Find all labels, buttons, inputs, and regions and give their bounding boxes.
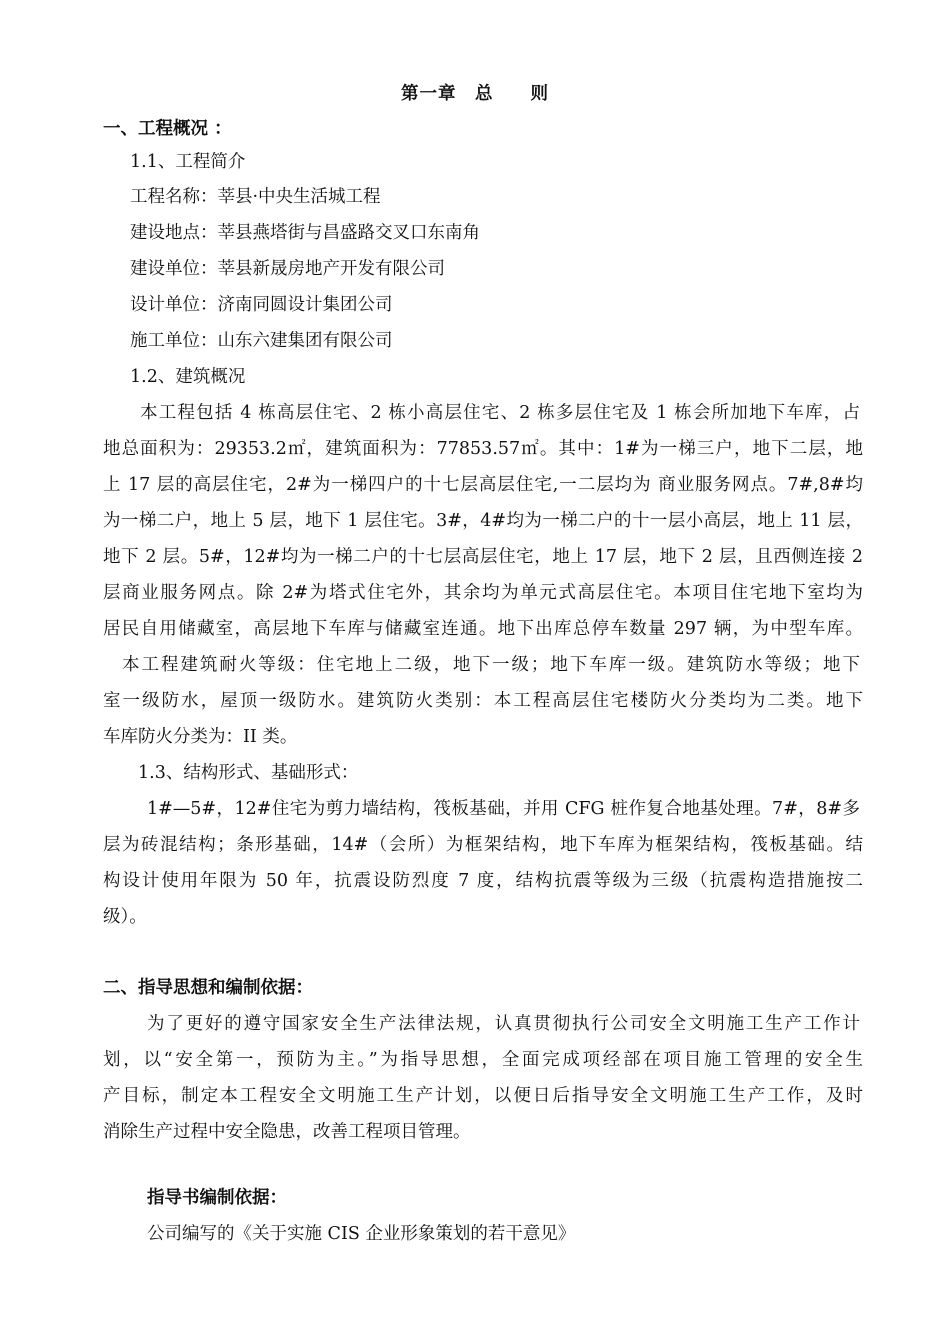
paragraph-line: 地总面积为：29353.2㎡，建筑面积为：77853.57㎡。其中：1#为一梯三户，地下二层，地 [103, 439, 863, 459]
paragraph-line: 为一梯二户，地上 5 层，地下 1 层住宅。3#，4#均为一梯二户的十一层小高层，地上 11 层， [103, 511, 863, 531]
section1-heading: 一、工程概况 ： [103, 119, 232, 139]
paragraph-line: 室一级防水，屋顶一级防水。建筑防火类别：本工程高层住宅楼防火分类均为二类。地下 [103, 691, 863, 711]
info-developer: 建设单位：莘县新晟房地产开发有限公司 [130, 259, 445, 279]
paragraph-line: 划，以“安全第一，预防为主。”为指导思想，全面完成项经部在项目施工管理的安全生 [103, 1050, 863, 1070]
paragraph-line: 本工程包括 4 栋高层住宅、2 栋小高层住宅、2 栋多层住宅及 1 栋会所加地下车库，占 [140, 403, 860, 423]
paragraph-line: 1#—5#，12#住宅为剪力墙结构，筏板基础，并用 CFG 桩作复合地基处理。7#，8#多 [147, 799, 860, 819]
paragraph-line: 层为砖混结构；条形基础，14#（会所）为框架结构，地下车库为框架结构，筏板基础。结 [103, 835, 863, 855]
paragraph-line: 居民自用储藏室，高层地下车库与储藏室连通。地下出库总停车数量 297 辆，为中型车库。 [103, 619, 863, 639]
basis-heading: 指导书编制依据： [147, 1188, 287, 1208]
info-project-name: 工程名称：莘县·中央生活城工程 [130, 187, 381, 207]
paragraph-line: 产目标，制定本工程安全文明施工生产计划，以便日后指导安全文明施工生产工作，及时 [103, 1086, 863, 1106]
paragraph-line: 地下 2 层。5#，12#均为一梯二户的十七层高层住宅，地上 17 层，地下 2 层，且西侧连接 2 [103, 547, 863, 567]
chapter-title: 第一章 总 则 [401, 84, 549, 104]
section2-heading: 二、指导思想和编制依据： [103, 978, 313, 998]
subsection-1-3-title: 1.3、结构形式、基础形式： [138, 763, 359, 783]
subsection-1-1-title: 1.1、工程简介 [130, 152, 246, 172]
paragraph-line: 级）。 [103, 907, 147, 927]
paragraph-line: 层商业服务网点。除 2#为塔式住宅外，其余均为单元式高层住宅。本项目住宅地下室均为 [103, 583, 863, 603]
subsection-1-2-title: 1.2、建筑概况 [130, 367, 246, 387]
info-location: 建设地点：莘县燕塔街与昌盛路交叉口东南角 [130, 223, 480, 243]
info-contractor: 施工单位：山东六建集团有限公司 [130, 331, 393, 351]
paragraph-line: 构设计使用年限为 50 年，抗震设防烈度 7 度，结构抗震等级为三级（抗震构造措施按二 [103, 871, 863, 891]
basis-item: 公司编写的《关于实施 CIS 企业形象策划的若干意见》 [147, 1224, 576, 1244]
paragraph-line: 消除生产过程中安全隐患，改善工程项目管理。 [103, 1122, 471, 1142]
paragraph-line: 车库防火分类为：II 类。 [103, 727, 298, 747]
paragraph-line: 为了更好的遵守国家安全生产法律法规，认真贯彻执行公司安全文明施工生产工作计 [147, 1014, 860, 1034]
paragraph-line: 上 17 层的高层住宅，2#为一梯四户的十七层高层住宅,一二层均为 商业服务网点。7#,8#均 [103, 475, 863, 495]
paragraph-line: 本工程建筑耐火等级：住宅地上二级，地下一级；地下车库一级。建筑防水等级；地下 [122, 655, 860, 675]
info-designer: 设计单位：济南同圆设计集团公司 [130, 295, 393, 315]
